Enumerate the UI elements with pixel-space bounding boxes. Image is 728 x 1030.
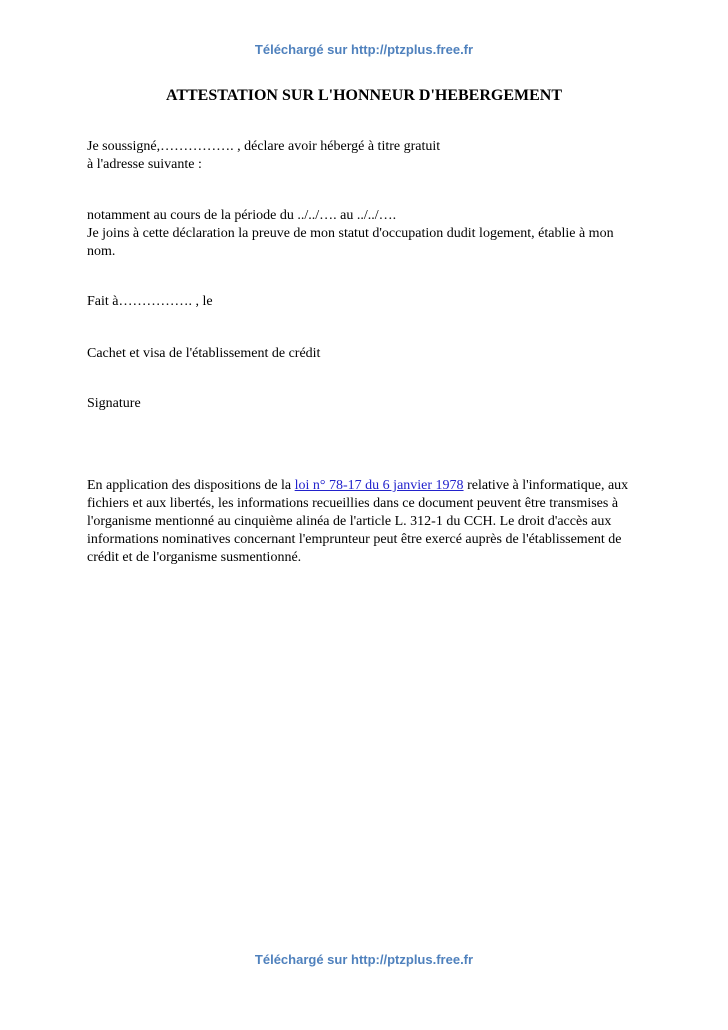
signature-line: Signature [87, 396, 141, 411]
cachet-visa-line: Cachet et visa de l'établissement de crédit [87, 346, 321, 361]
intro-line-1: Je soussigné,……………. , déclare avoir hébergé à titre gratuit [87, 139, 441, 154]
legal-text-after-link: relative à l'informatique, aux fichiers et aux libertés, les informations recueillies dans ce document peuvent être transmises à l'organisme mentionné au cinquième alinéa de l'article L. 312-1 du CCH. Le droit d'accès aux informations nominatives concernant l'emprunteur peut être exercé auprès de l'établissement de crédit et de l'organisme susmentionné. [87, 478, 629, 565]
legal-paragraph [87, 477, 644, 567]
intro-paragraph [87, 138, 644, 174]
fait-a-line: Fait à……………. , le [87, 294, 213, 309]
period-line: notamment au cours de la période du ../../…. au ../../…. [87, 208, 397, 223]
footer-download-note: Téléchargé sur http://ptzplus.free.fr [254, 952, 474, 967]
legal-text-before-link: En application des dispositions de la [87, 478, 295, 493]
intro-line-2: à l'adresse suivante : [87, 157, 202, 172]
header-download-note: Téléchargé sur http://ptzplus.free.fr [254, 42, 474, 57]
proof-text: Je joins à cette déclaration la preuve de mon statut d'occupation dudit logement, établie à mon nom. [87, 226, 614, 259]
period-paragraph [87, 207, 644, 261]
law-reference-link[interactable]: loi n° 78-17 du 6 janvier 1978 [294, 478, 464, 493]
document-title: ATTESTATION SUR L'HONNEUR D'HEBERGEMENT [165, 87, 563, 104]
document-body [87, 138, 644, 567]
